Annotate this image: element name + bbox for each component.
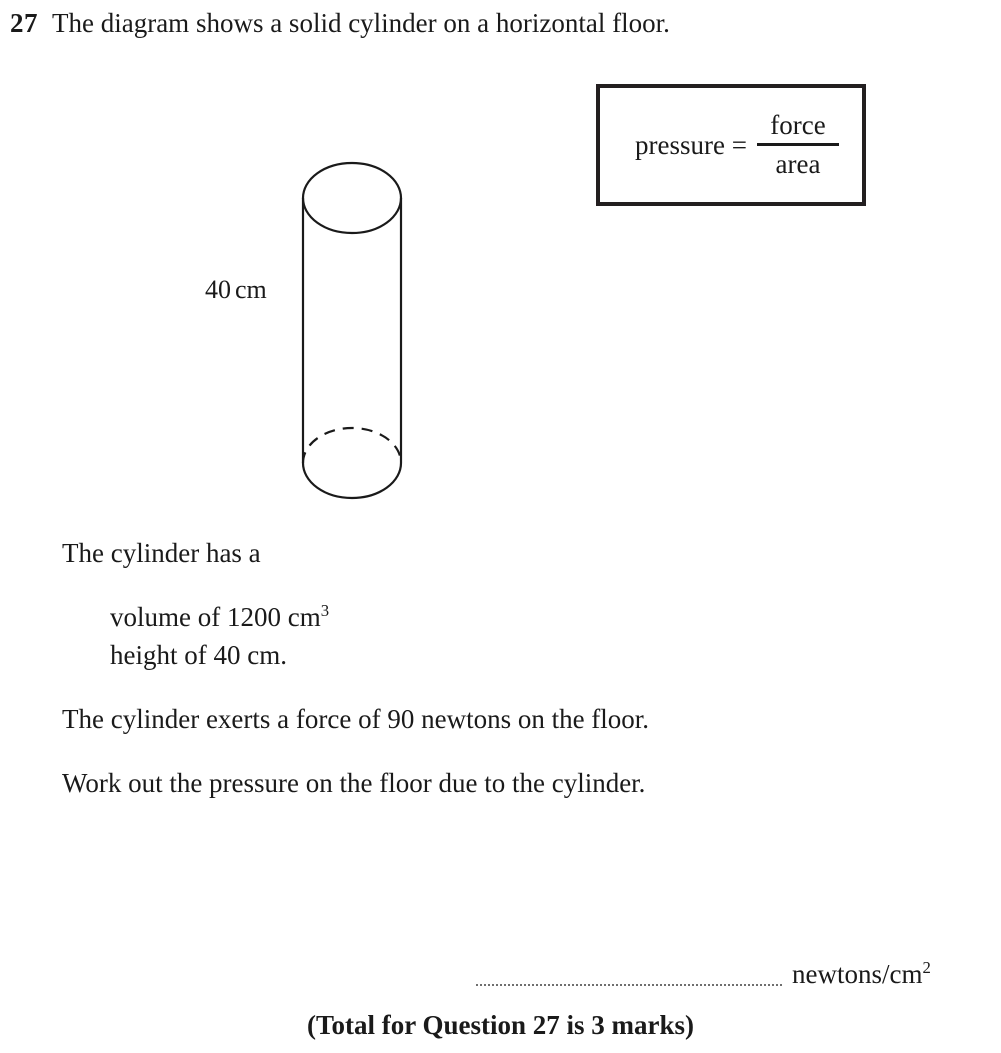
answer-row — [476, 955, 956, 989]
formula-fraction — [757, 111, 839, 179]
fraction-bar — [757, 143, 839, 146]
answer-input-line[interactable] — [476, 962, 782, 986]
total-marks-footer: (Total for Question 27 is 3 marks) — [306, 1010, 695, 1040]
cylinder-bottom-hidden-arc — [303, 428, 401, 463]
body-volume-line — [110, 602, 329, 633]
height-dimension-unit: cm — [235, 275, 267, 304]
formula-expression — [635, 111, 839, 179]
fraction-numerator: force — [770, 109, 826, 140]
fraction-denominator: area — [775, 149, 821, 179]
body-volume-text: volume of 1200 cm — [110, 602, 321, 632]
cylinder-top-ellipse — [303, 163, 401, 233]
pressure-formula-box — [596, 84, 866, 206]
answer-units-text: newtons/cm — [792, 959, 923, 989]
body-instruction-line: Work out the pressure on the floor due to the cylinder. — [62, 768, 646, 798]
question-prompt: The diagram shows a solid cylinder on a horizontal floor. — [52, 8, 670, 38]
question-number: 27 — [10, 8, 38, 38]
body-height-line: height of 40 cm. — [110, 640, 287, 670]
cylinder-diagram — [180, 75, 440, 515]
height-dimension-value: 40 — [205, 275, 231, 304]
formula-left-hand-side: pressure = — [635, 129, 747, 160]
question-header — [10, 8, 970, 39]
body-force-line: The cylinder exerts a force of 90 newtons on the floor. — [62, 704, 650, 734]
answer-units-exponent: 2 — [922, 958, 931, 977]
body-volume-exponent: 3 — [320, 601, 330, 620]
answer-units-label — [792, 959, 931, 990]
body-intro-line: The cylinder has a — [62, 538, 261, 568]
cylinder-bottom-front-arc — [303, 463, 401, 498]
height-dimension-label — [205, 275, 267, 305]
